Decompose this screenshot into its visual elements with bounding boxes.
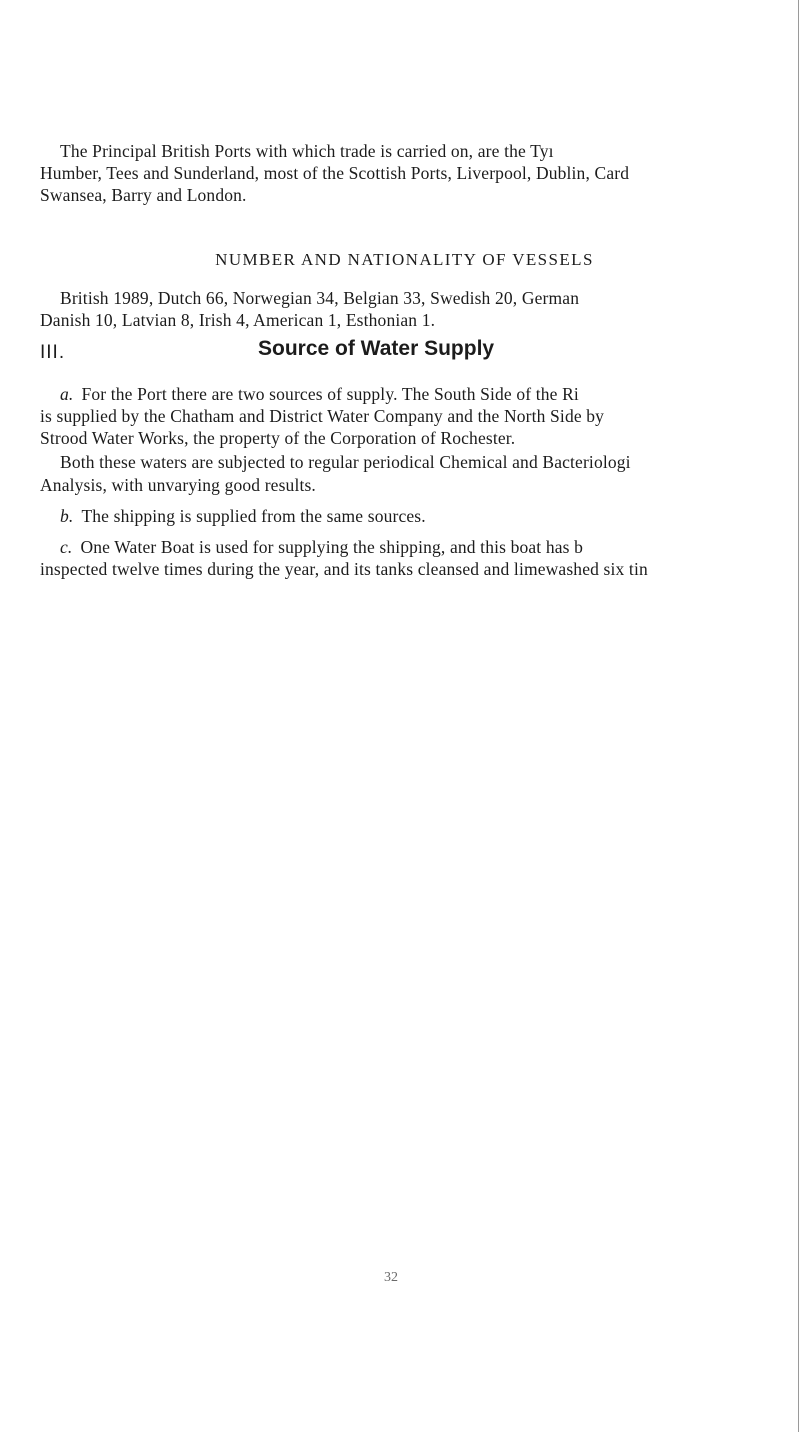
ports-paragraph-line-3: Swansea, Barry and London. — [40, 185, 247, 205]
item-a-line-1 — [60, 384, 579, 404]
item-b-text: The shipping is supplied from the same sources. — [81, 506, 426, 526]
ports-paragraph-line-1: The Principal British Ports with which trade is carried on, are the Tyı — [60, 141, 554, 161]
item-c-line-2: inspected twelve times during the year, and its tanks cleansed and limewashed six tin — [40, 559, 648, 579]
page-number: 32 — [384, 1270, 398, 1285]
section-title: Source of Water Supply — [258, 337, 495, 360]
item-a-text: For the Port there are two sources of supply. The South Side of the Ri — [81, 384, 579, 404]
vessels-line-2: Danish 10, Latvian 8, Irish 4, American 1, Esthonian 1. — [40, 310, 436, 330]
item-a-line-3: Strood Water Works, the property of the Corporation of Rochester. — [40, 428, 516, 448]
item-a-line-5: Analysis, with unvarying good results. — [40, 475, 316, 495]
item-a-line-4: Both these waters are subjected to regular periodical Chemical and Bacteriologi — [60, 452, 631, 472]
vessels-line-1: British 1989, Dutch 66, Norwegian 34, Belgian 33, Swedish 20, German — [60, 288, 580, 308]
item-b-letter: b. — [60, 506, 74, 526]
item-a-letter: a. — [60, 384, 74, 404]
ports-paragraph-line-2: Humber, Tees and Sunderland, most of the Scottish Ports, Liverpool, Dublin, Card — [40, 163, 630, 183]
page-edge-line — [798, 0, 799, 1432]
item-c-line-1 — [60, 537, 583, 557]
item-c-letter: c. — [60, 537, 73, 557]
item-a-line-2: is supplied by the Chatham and District Water Company and the North Side by — [40, 406, 605, 426]
item-b-line-1 — [60, 506, 426, 526]
section-number: III. — [40, 342, 66, 363]
item-c-text: One Water Boat is used for supplying the shipping, and this boat has b — [80, 537, 584, 557]
vessels-heading: NUMBER AND NATIONALITY OF VESSELS — [215, 250, 594, 269]
